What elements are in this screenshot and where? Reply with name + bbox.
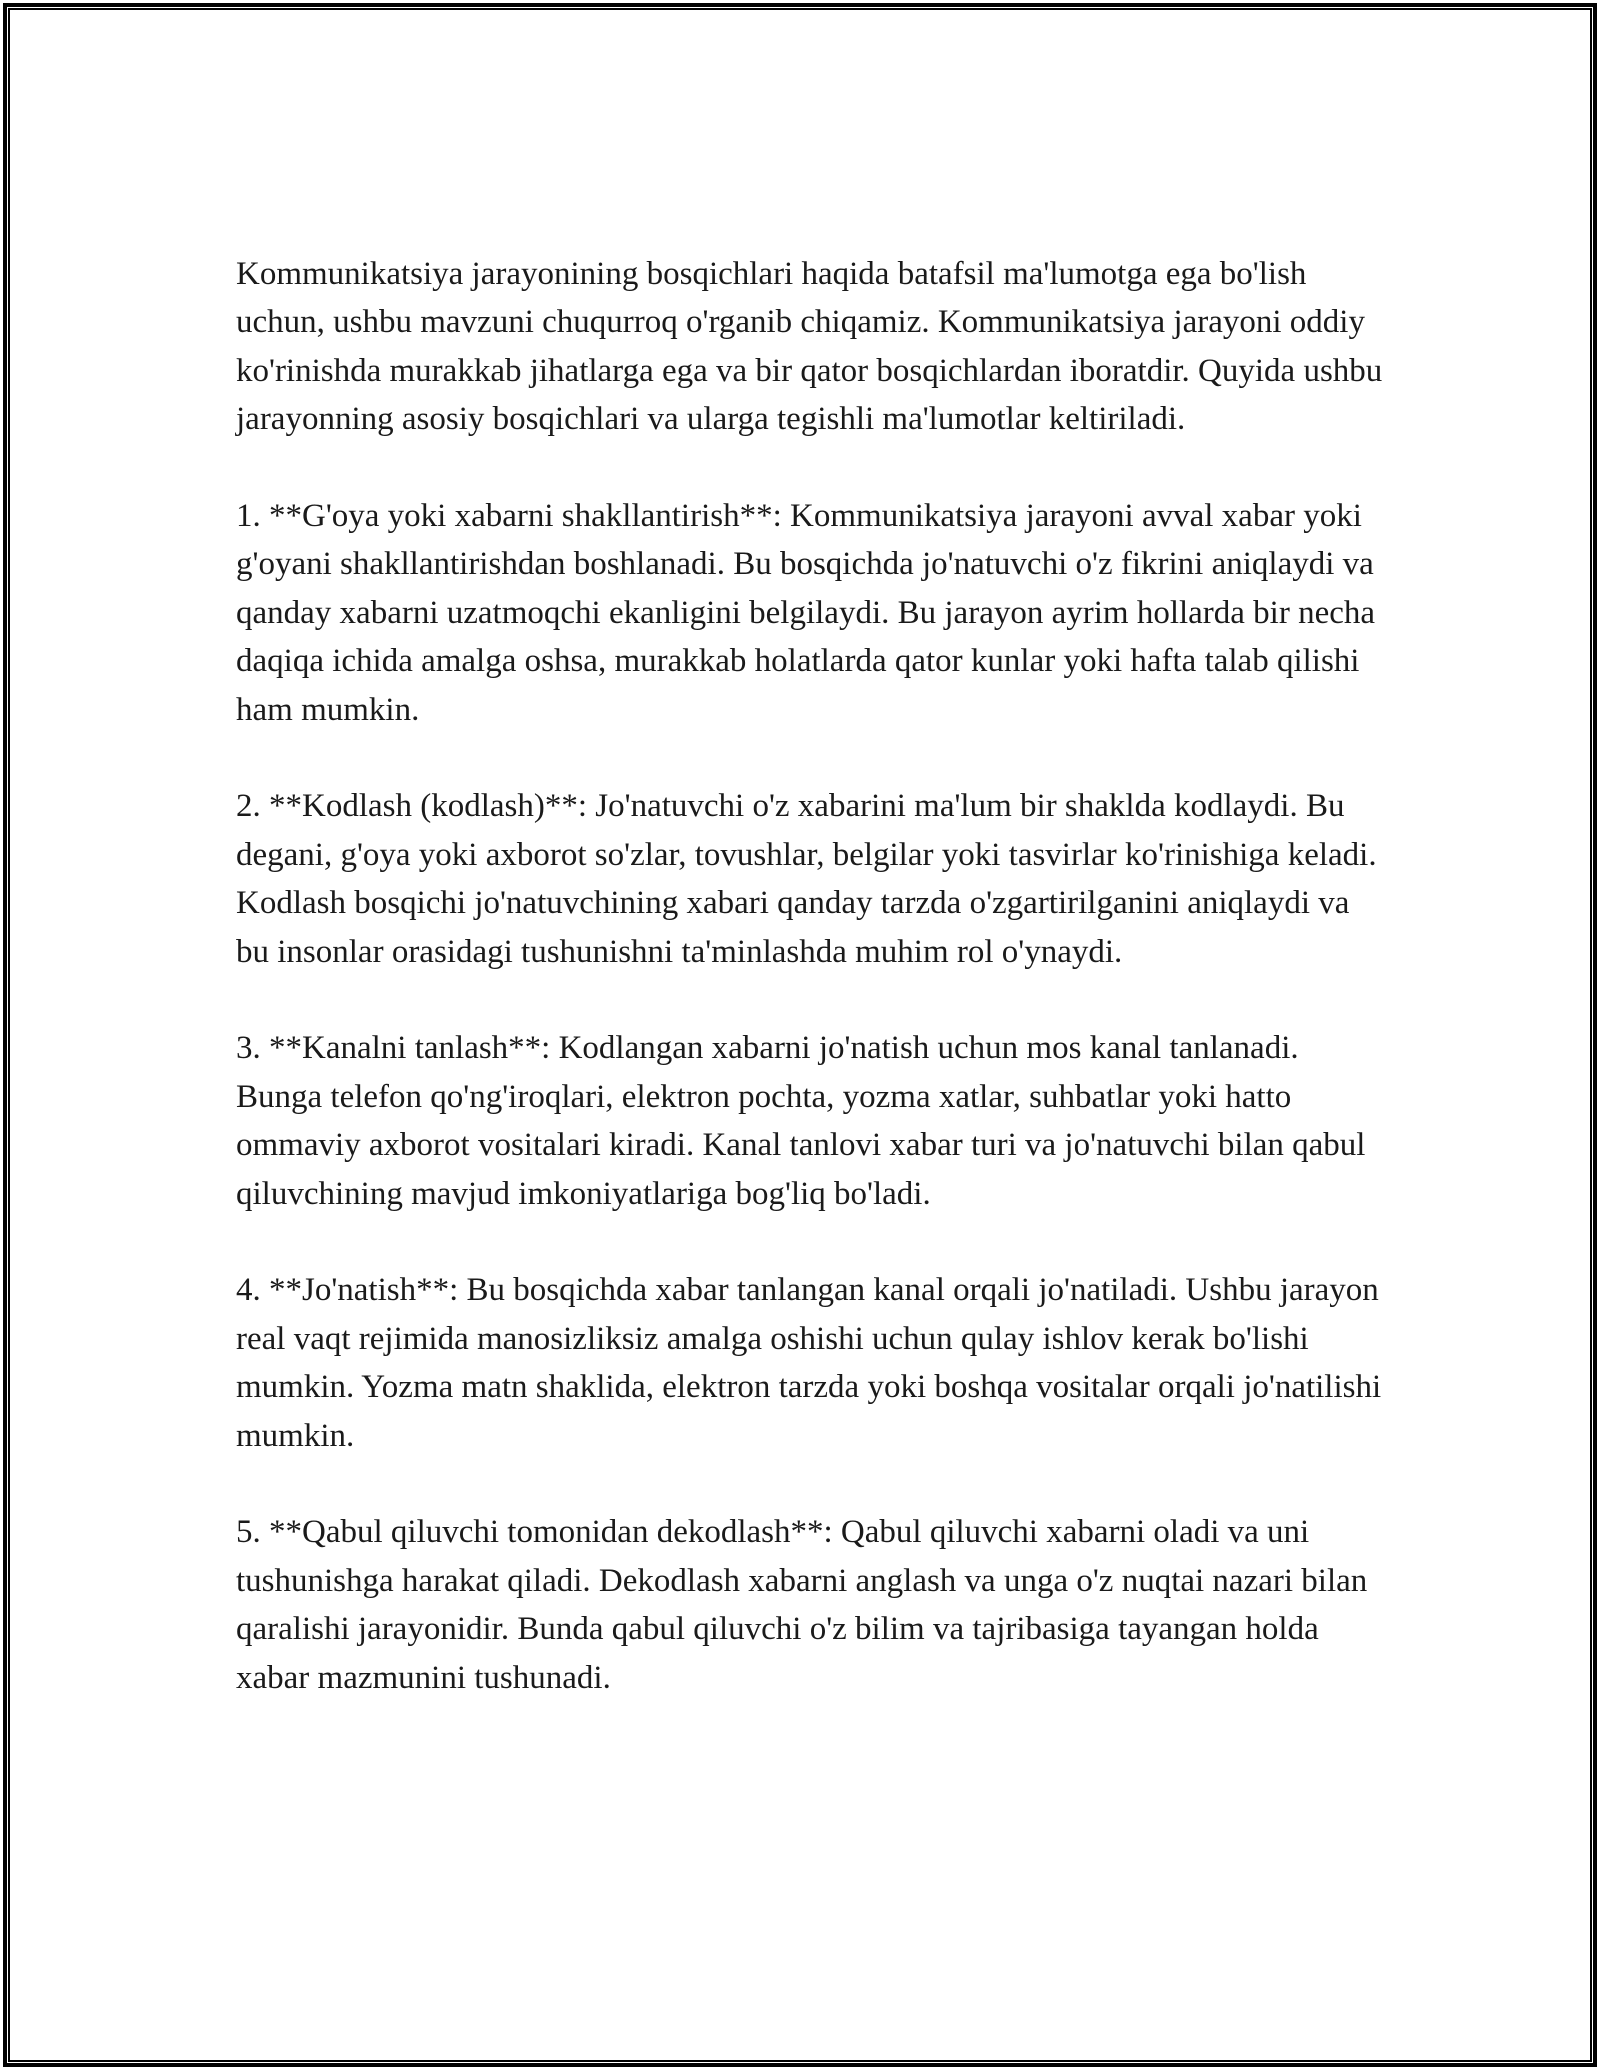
step-3-paragraph: 3. **Kanalni tanlash**: Kodlangan xabarni jo'natish uchun mos kanal tanlanadi. Bunga telefon qo'ng'iroqlari, elektron pochta, yozma xatlar, suhbatlar yoki hatto ommaviy axborot vositalari kiradi. Kanal tanlovi xabar turi va jo'natuvchi bilan qabul qiluvchining mavjud imkoniyatlariga bog'liq bo'ladi. [236, 1030, 1366, 1212]
step-4-paragraph: 4. **Jo'natish**: Bu bosqichda xabar tanlangan kanal orqali jo'natiladi. Ushbu jarayon real vaqt rejimida manosizliksiz amalga oshishi uchun qulay ishlov kerak bo'lishi mumkin. Yozma matn shaklida, elektron tarzda yoki boshqa vositalar orqali jo'natilishi mumkin. [236, 1272, 1382, 1454]
intro-paragraph: Kommunikatsiya jarayonining bosqichlari haqida batafsil ma'lumotga ega bo'lish uchun, ushbu mavzuni chuqurroq o'rganib chiqamiz. Kommunikatsiya jarayoni oddiy ko'rinishda murakkab jihatlarga ega va bir qator bosqichlardan iboratdir. Quyida ushbu jarayonning asosiy bosqichlari va ularga tegishli ma'lumotlar keltiriladi. [236, 256, 1383, 438]
step-1-paragraph: 1. **G'oya yoki xabarni shakllantirish**: Kommunikatsiya jarayoni avval xabar yoki g'oyani shakllantirishdan boshlanadi. Bu bosqichda jo'natuvchi o'z fikrini aniqlaydi va qanday xabarni uzatmoqchi ekanligini belgilaydi. Bu jarayon ayrim hollarda bir necha daqiqa ichida amalga oshsa, murakkab holatlarda qator kunlar yoki hafta talab qilishi ham mumkin. [236, 498, 1376, 728]
document-body [236, 250, 1386, 1702]
step-2-paragraph: 2. **Kodlash (kodlash)**: Jo'natuvchi o'z xabarini ma'lum bir shaklda kodlaydi. Bu degani, g'oya yoki axborot so'zlar, tovushlar, belgilar yoki tasvirlar ko'rinishiga keladi. Kodlash bosqichi jo'natuvchining xabari qanday tarzda o'zgartirilganini aniqlaydi va bu insonlar orasidagi tushunishni ta'minlashda muhim rol o'ynaydi. [236, 788, 1377, 970]
step-5-paragraph: 5. **Qabul qiluvchi tomonidan dekodlash**: Qabul qiluvchi xabarni oladi va uni tushunishga harakat qiladi. Dekodlash xabarni anglash va unga o'z nuqtai nazari bilan qaralishi jarayonidir. Bunda qabul qiluvchi o'z bilim va tajribasiga tayangan holda xabar mazmunini tushunadi. [236, 1514, 1368, 1696]
